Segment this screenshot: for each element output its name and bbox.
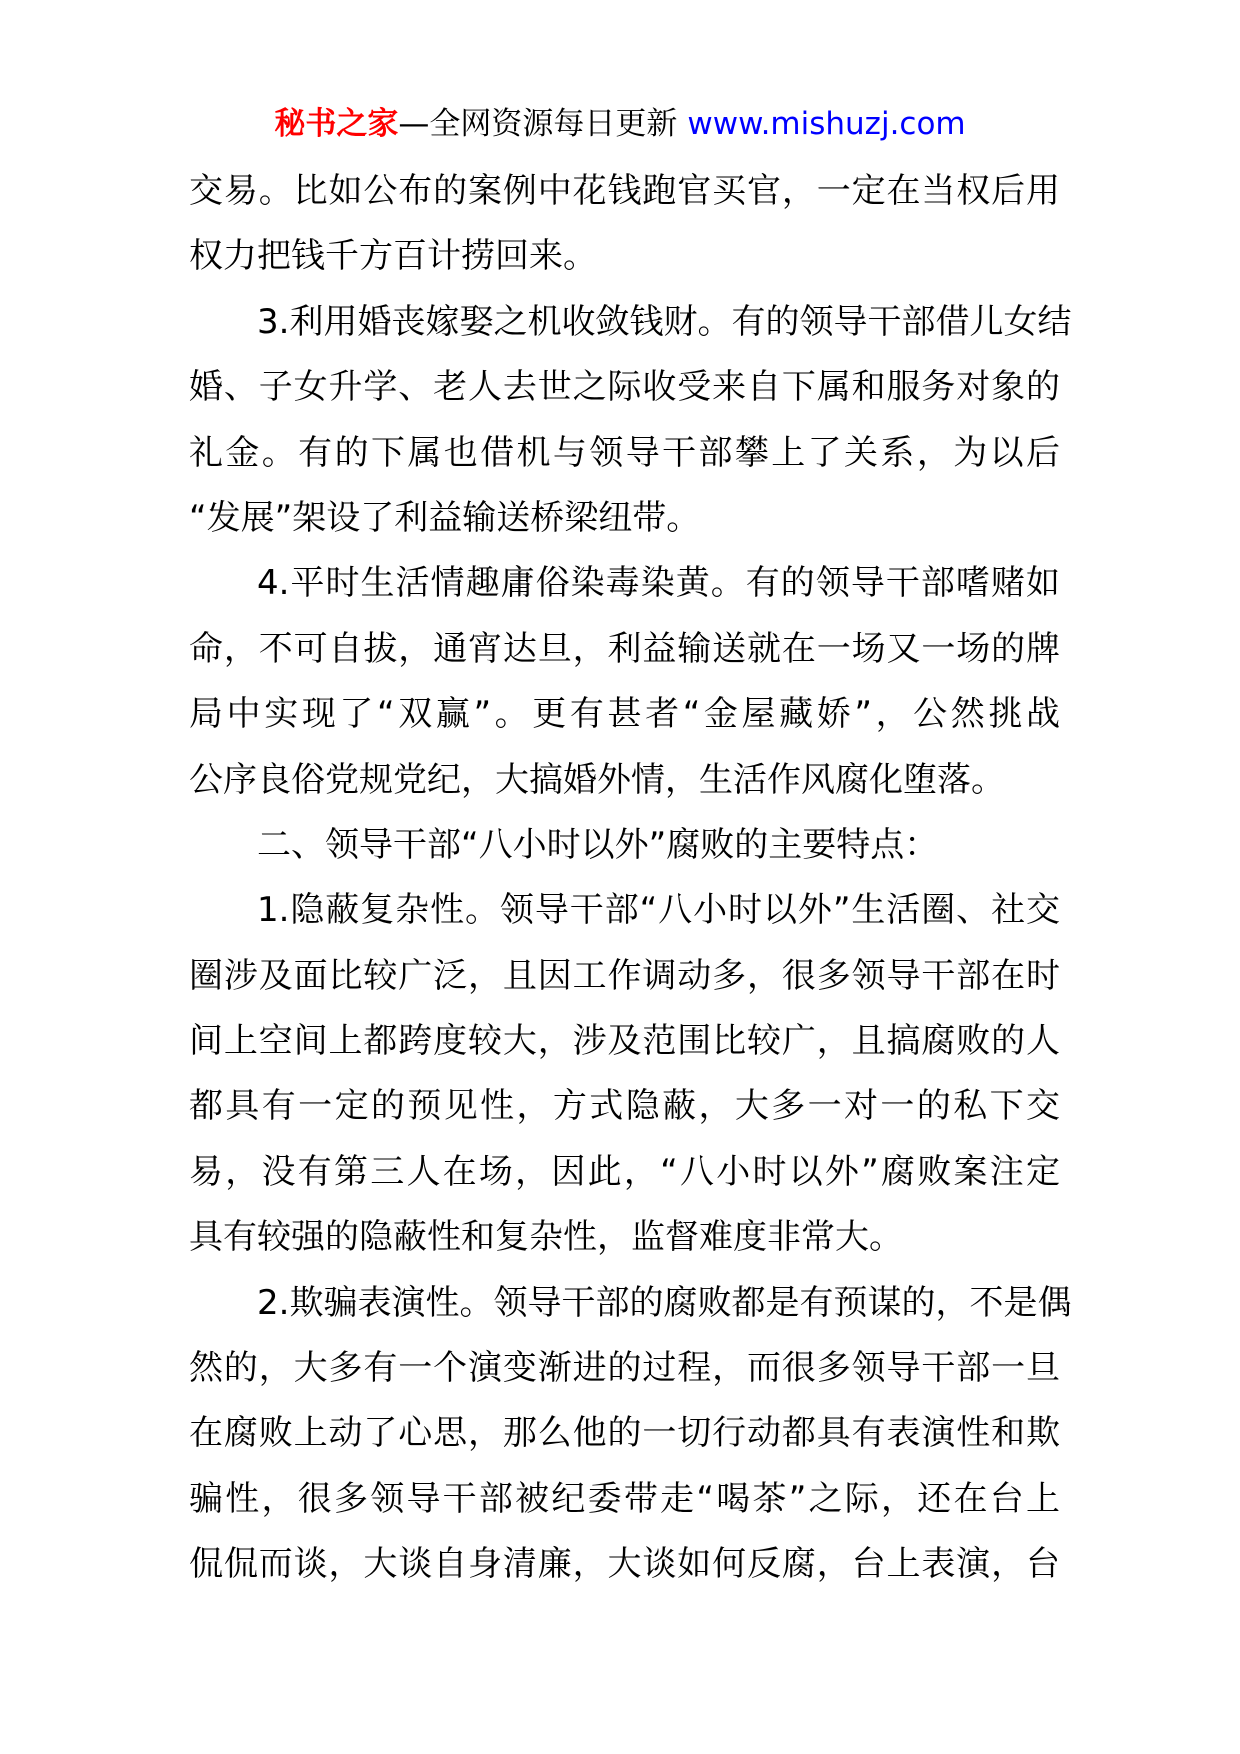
text-line: 局中实现了“双赢”。更有甚者“金屋藏娇”，公然挑战 [189, 694, 1060, 735]
text-line: 具有较强的隐蔽性和复杂性，监督难度非常大。 [189, 1217, 903, 1258]
text-line: 然的，大多有一个演变渐进的过程，而很多领导干部一旦 [189, 1348, 1060, 1389]
text-line: 易，没有第三人在场，因此，“八小时以外”腐败案注定 [189, 1151, 1060, 1192]
text-line: 在腐败上动了心思，那么他的一切行动都具有表演性和欺 [189, 1413, 1060, 1454]
text-line: 侃侃而谈，大谈自身清廉，大谈如何反腐，台上表演，台 [189, 1544, 1060, 1585]
section-heading [189, 813, 1060, 878]
text-line: 权力把钱千方百计捞回来。 [189, 236, 597, 277]
website-url: www.mishuzj.com [687, 106, 966, 142]
text-line: 2.欺骗表演性。领导干部的腐败都是有预谋的，不是偶 [257, 1282, 1072, 1323]
page-header [0, 102, 1240, 146]
paragraph-point-4 [189, 551, 1060, 813]
text-line: 3.利用婚丧嫁娶之机收敛钱财。有的领导干部借儿女结 [257, 301, 1072, 342]
paragraph-point-3 [189, 290, 1072, 552]
text-line: “发展”架设了利益输送桥梁纽带。 [189, 497, 701, 538]
text-line: 礼金。有的下属也借机与领导干部攀上了关系，为以后 [189, 432, 1060, 473]
paragraph-feature-2 [189, 1271, 1072, 1598]
text-line: 命，不可自拔，通宵达旦，利益输送就在一场又一场的牌 [189, 628, 1060, 669]
brand-name: 秘书之家 [274, 106, 399, 142]
text-line: 圈涉及面比较广泛，且因工作调动多，很多领导干部在时 [189, 955, 1060, 996]
text-line: 公序良俗党规党纪，大搞婚外情，生活作风腐化堕落。 [189, 759, 1005, 800]
header-tagline: —全网资源每日更新 [398, 106, 678, 142]
text-line: 都具有一定的预见性，方式隐蔽，大多一对一的私下交 [189, 1086, 1060, 1127]
text-line: 骗性，很多领导干部被纪委带走“喝茶”之际，还在台上 [189, 1478, 1060, 1519]
text-line: 交易。比如公布的案例中花钱跑官买官，一定在当权后用 [189, 171, 1060, 211]
paragraph-feature-1 [189, 878, 1060, 1270]
document-body [189, 159, 1072, 1598]
text-line: 间上空间上都跨度较大，涉及范围比较广，且搞腐败的人 [189, 1021, 1060, 1062]
paragraph-continuation [189, 159, 1060, 290]
text-line: 1.隐蔽复杂性。领导干部“八小时以外”生活圈、社交 [257, 890, 1060, 931]
text-line: 4.平时生活情趣庸俗染毒染黄。有的领导干部嗜赌如 [257, 563, 1060, 604]
text-line: 婚、子女升学、老人去世之际收受来自下属和服务对象的 [189, 367, 1060, 408]
section-heading-text: 二、领导干部“八小时以外”腐败的主要特点： [257, 824, 939, 865]
